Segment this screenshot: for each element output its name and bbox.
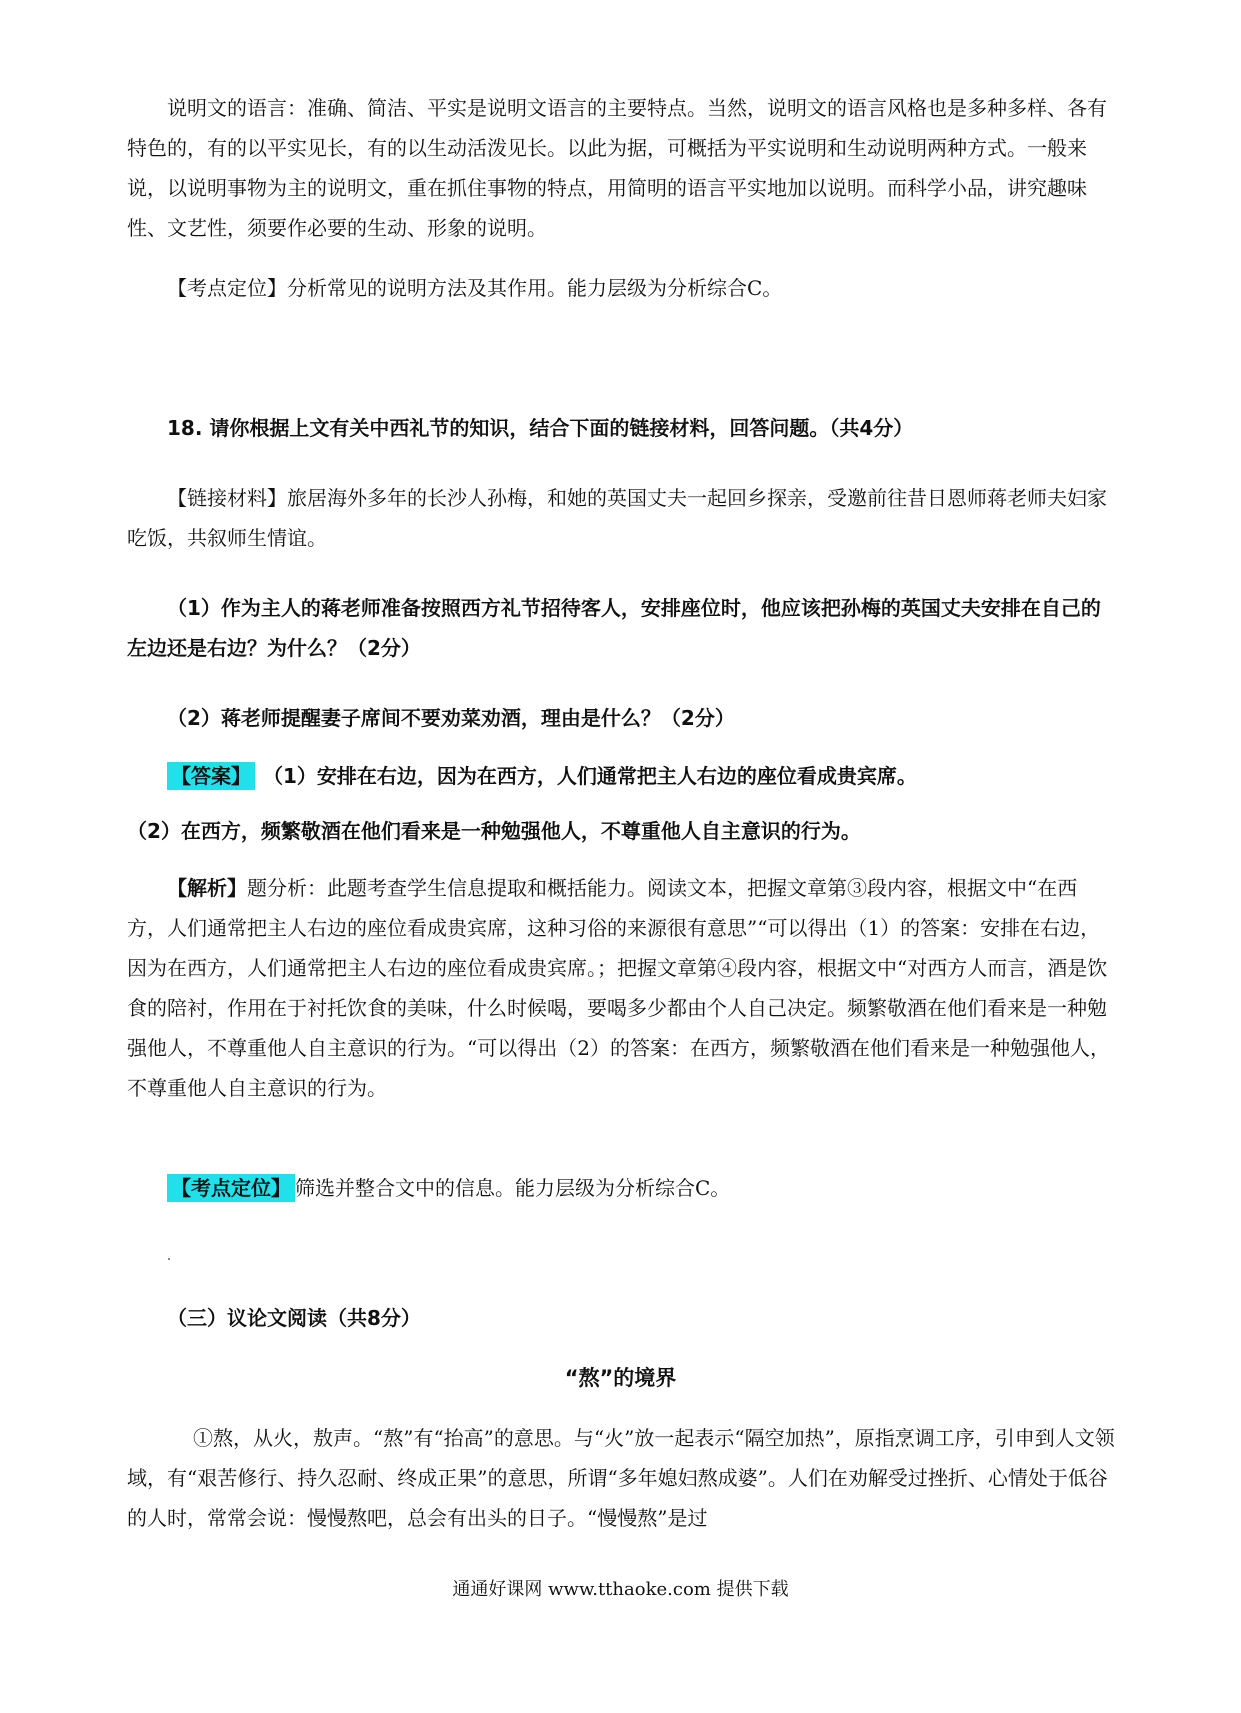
paragraph-language-features: 说明文的语言：准确、简洁、平实是说明文语言的主要特点。当然，说明文的语言风格也是多种多样、各有特色的，有的以平实见长，有的以生动活泼见长。以此为据，可概括为平实说明和生动说明两种方式。一般来说，以说明事物为主的说明文，重在抓住事物的特点，用简明的语言平实地加以说明。而科学小品，讲究趣味性、文艺性，须要作必要的生动、形象的说明。 bbox=[127, 96, 1107, 240]
answer-line-1 bbox=[127, 756, 1117, 796]
paragraph-kaodian-1 bbox=[127, 268, 1117, 308]
section-3-heading: （三）议论文阅读（共8分） bbox=[167, 1306, 421, 1330]
paragraph-kaodian-2 bbox=[127, 1168, 1117, 1208]
essay-title: “熬”的境界 bbox=[564, 1366, 677, 1390]
link-text: 旅居海外多年的长沙人孙梅，和她的英国丈夫一起回乡探亲，受邀前往昔日恩师蒋老师夫妇家吃饭，共叙师生情谊。 bbox=[127, 486, 1107, 550]
question-18-2: （2）蒋老师提醒妻子席间不要劝菜劝酒，理由是什么？（2分） bbox=[167, 706, 735, 730]
question-18-1: （1）作为主人的蒋老师准备按照西方礼节招待客人，安排座位时，他应该把孙梅的英国丈夫安排在自己的左边还是右边？为什么？（2分） bbox=[127, 596, 1101, 660]
paragraph-analysis bbox=[127, 868, 1117, 1108]
analysis-label: 【解析】 bbox=[167, 876, 247, 900]
question-18: 18. 请你根据上文有关中西礼节的知识，结合下面的链接材料，回答问题。（共4分） bbox=[167, 416, 914, 440]
kaodian-text: 分析常见的说明方法及其作用。能力层级为分析综合C。 bbox=[287, 276, 783, 300]
essay-paragraph-1: ①熬，从火，敖声。“熬”有“抬高”的意思。与“火”放一起表示“隔空加热”，原指烹调工序，引申到人文领域，有“艰苦修行、持久忍耐、终成正果”的意思，所谓“多年媳妇熬成婆”。人们在劝解受过挫折、心情处于低谷的人时，常常会说：慢慢熬吧，总会有出头的日子。“慢慢熬”是过 bbox=[127, 1426, 1115, 1530]
answer-line-2: （2）在西方，频繁敬酒在他们看来是一种勉强他人，不尊重他人自主意识的行为。 bbox=[127, 819, 861, 843]
kaodian-2-label: 【考点定位】 bbox=[167, 1174, 295, 1202]
analysis-text: 题分析：此题考查学生信息提取和概括能力。阅读文本，把握文章第③段内容，根据文中“在西方，人们通常把主人右边的座位看成贵宾席，这种习俗的来源很有意思”“可以得出（1）的答案：安排在右边，因为在西方，人们通常把主人右边的座位看成贵宾席。；把握文章第④段内容，根据文中“对西方人而言，酒是饮食的陪衬，作用在于衬托饮食的美味，什么时候喝，要喝多少都由个人自己决定。频繁敬酒在他们看来是一种勉强他人，不尊重他人自主意识的行为。“可以得出（2）的答案：在西方，频繁敬酒在他们看来是一种勉强他人，不尊重他人自主意识的行为。 bbox=[127, 876, 1110, 1100]
page-footer: 通通好课网 www.tthaoke.com 提供下载 bbox=[452, 1579, 789, 1600]
kaodian-2-text: 筛选并整合文中的信息。能力层级为分析综合C。 bbox=[295, 1176, 731, 1200]
answer-label: 【答案】 bbox=[167, 762, 255, 790]
link-label: 【链接材料】 bbox=[167, 486, 287, 510]
answer-1: （1）安排在右边，因为在西方，人们通常把主人右边的座位看成贵宾席。 bbox=[273, 764, 917, 788]
stray-dot bbox=[168, 1258, 170, 1260]
paragraph-link-material bbox=[127, 478, 1117, 558]
kaodian-label: 【考点定位】 bbox=[167, 276, 287, 300]
